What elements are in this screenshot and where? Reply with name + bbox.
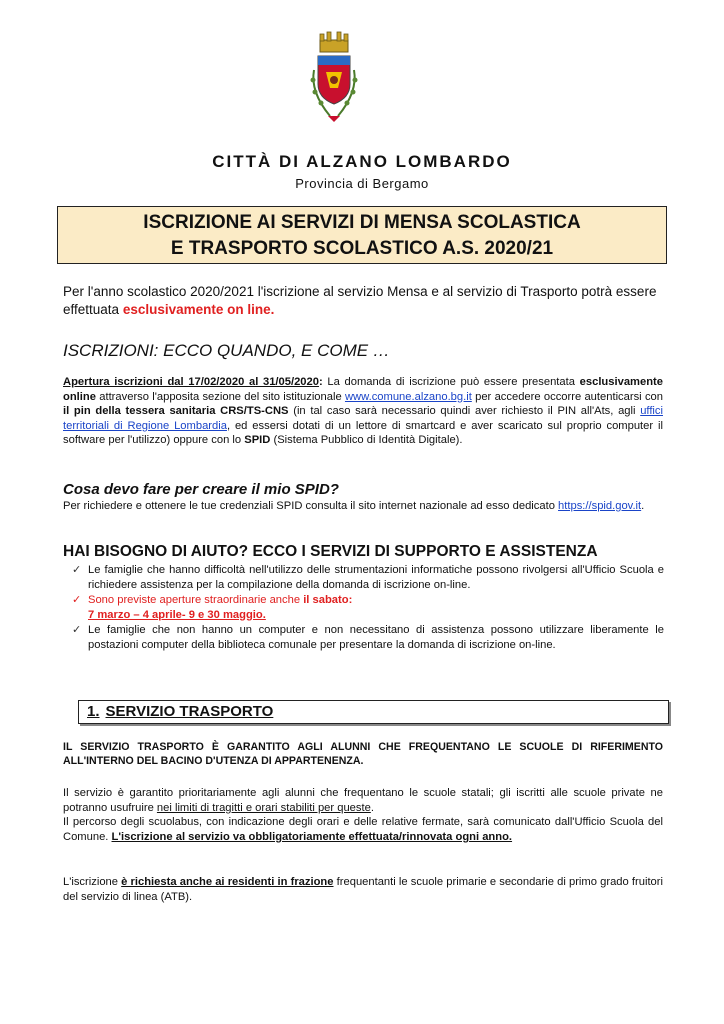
- intro-highlight: esclusivamente on line.: [122, 302, 275, 317]
- city-name: CITTÀ DI ALZANO LOMBARDO: [212, 152, 512, 171]
- help-bullet-list: [72, 563, 664, 654]
- apertura-text-1: La domanda di iscrizione può essere presentata: [322, 376, 580, 388]
- intro-paragraph: [63, 283, 663, 319]
- trasporto-p1-end: .: [370, 801, 374, 814]
- document-title-box: [57, 206, 667, 264]
- document-title-line1: ISCRIZIONE AI SERVIZI DI MENSA SCOLASTICA: [143, 212, 581, 233]
- regione-lombardia-link[interactable]: uffici territoriali di Regione Lombardia: [63, 405, 663, 432]
- spid-website-link[interactable]: https://spid.gov.it: [558, 500, 642, 512]
- service-number: 1.: [87, 703, 100, 720]
- apertura-bold-pin: il pin della tessera sanitaria CRS/TS-CNS: [63, 405, 289, 418]
- spid-paragraph: [63, 499, 663, 514]
- trasporto-paragraph-2: [63, 815, 663, 844]
- service-trasporto-box: [78, 700, 669, 724]
- checkmark-icon: ✓: [72, 564, 82, 576]
- apertura-paragraph: [63, 375, 663, 448]
- help-bullet-3: [72, 623, 664, 652]
- trasporto-p3-bold: è richiesta anche ai residenti in frazione: [121, 876, 334, 888]
- spid-suffix: .: [641, 500, 645, 512]
- trasporto-paragraph-3: [63, 875, 663, 904]
- apertura-bold-spid: SPID: [244, 434, 271, 447]
- help-bullet-2: [72, 593, 664, 622]
- help-bullet-2-dates: 7 marzo – 4 aprile- 9 e 30 maggio.: [88, 608, 266, 621]
- trasporto-p2-text: Il percorso degli scuolabus, con indicazione degli orari e delle relative fermate, sarà comunicato dall'Ufficio Scuola del Comune.: [63, 816, 663, 843]
- help-bullet-2-text: Sono previste aperture straordinarie anche: [88, 594, 304, 607]
- apertura-text-4: (in tal caso sarà necessario quindi aver richiesto il PIN all'Ats, agli: [288, 405, 641, 418]
- trasporto-caps-paragraph: IL SERVIZIO TRASPORTO È GARANTITO AGLI ALUNNI CHE FREQUENTANO LE SCUOLE DI RIFERIMENTO ALL'INTERNO DEL BACINO D'UTENZA DI APPARTENENZA.: [63, 741, 663, 767]
- trasporto-p2-bold: L'iscrizione al servizio va obbligatoriamente effettuata/rinnovata ogni anno.: [111, 830, 513, 843]
- checkmark-icon: ✓: [72, 624, 82, 637]
- apertura-text-6: (Sistema Pubblico di Identità Digitale).: [270, 434, 463, 447]
- apertura-text-3: per accedere occorre autenticarsi con: [471, 390, 663, 403]
- apertura-text-2: attraverso l'apposita sezione del sito istituzionale: [95, 390, 345, 403]
- trasporto-paragraph-1: [63, 786, 663, 815]
- iscrizioni-heading: ISCRIZIONI: ECCO QUANDO, E COME …: [63, 341, 390, 360]
- apertura-bold-online: esclusivamente online: [63, 376, 663, 403]
- apertura-text-5: , ed essersi dotati di un lettore di smartcard e aver scaricato sul proprio computer il software per l'utilizzo) oppure con lo: [63, 419, 663, 447]
- trasporto-p3-end: frequentanti le scuole primarie e secondarie di primo grado fruitori del servizio di linea (ATB).: [63, 876, 663, 903]
- coat-of-arms-icon: [306, 30, 362, 130]
- spid-text: Per richiedere e ottenere le tue credenziali SPID consulta il sito internet nazionale ad esso dedicato: [63, 500, 559, 512]
- apertura-heading-suffix: :: [318, 376, 323, 388]
- help-heading: HAI BISOGNO DI AIUTO? ECCO I SERVIZI DI SUPPORTO E ASSISTENZA: [63, 543, 598, 560]
- service-title: SERVIZIO TRASPORTO: [105, 703, 274, 720]
- trasporto-p3-text: L'iscrizione: [63, 876, 122, 888]
- help-bullet-2-bold: il sabato:: [303, 594, 353, 607]
- document-title-line2: E TRASPORTO SCOLASTICO A.S. 2020/21: [170, 238, 554, 259]
- comune-website-link[interactable]: www.comune.alzano.bg.it: [344, 390, 472, 403]
- help-bullet-1-text: Le famiglie che hanno difficoltà nell'utilizzo delle strumentazioni informatiche possono rivolgersi all'Ufficio Scuola e richiedere assistenza per la compilazione della domanda di iscrizione on-line.: [88, 564, 664, 591]
- province-name: Provincia di Bergamo: [295, 176, 429, 191]
- apertura-heading: Apertura iscrizioni dal 17/02/2020 al 31/05/2020: [63, 376, 319, 388]
- trasporto-p1-underlined: nei limiti di tragitti e orari stabiliti per queste: [156, 801, 371, 814]
- help-bullet-1: [72, 563, 664, 592]
- spid-heading: Cosa devo fare per creare il mio SPID?: [63, 481, 339, 498]
- trasporto-p1-text: Il servizio è garantito prioritariamente agli alunni che frequentano le scuole statali; gli iscritti alle scuole private ne potranno usufruire: [63, 787, 663, 814]
- help-bullet-3-text: Le famiglie che non hanno un computer e non necessitano di assistenza possono utilizzare liberamente le postazioni computer della biblioteca comunale per presentare la domanda di iscrizione on-line.: [88, 624, 664, 651]
- checkmark-icon: ✓: [72, 594, 82, 607]
- intro-text: Per l'anno scolastico 2020/2021 l'iscrizione al servizio Mensa e al servizio di Trasporto potrà essere effettuata: [63, 284, 657, 317]
